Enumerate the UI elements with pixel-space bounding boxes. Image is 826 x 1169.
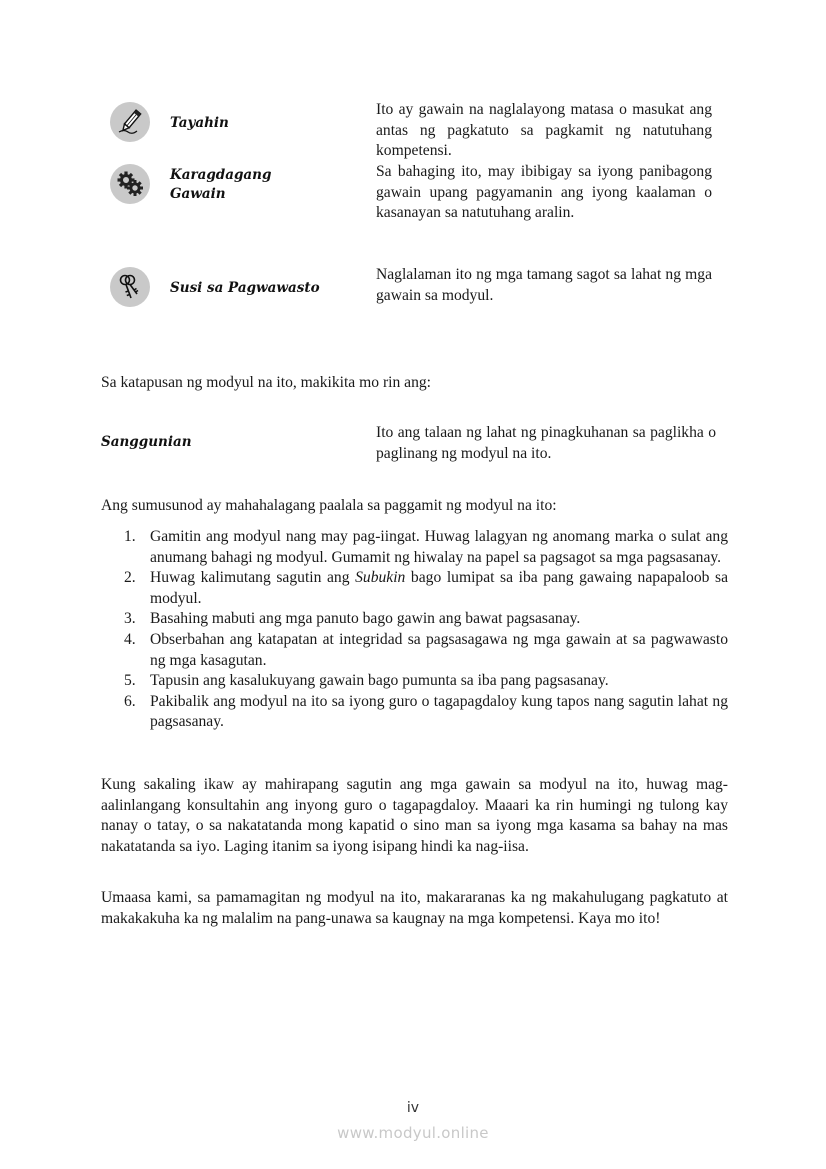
watermark-url: www.modyul.online <box>337 1124 489 1142</box>
reminder-emphasis-subukin: Subukin <box>355 569 406 587</box>
reminder-item <box>124 692 728 733</box>
definition-karagdagang-gawain <box>101 163 726 245</box>
definition-sanggunian <box>101 423 726 467</box>
term-susi-sa-pagwawasto: Susi sa Pagwawasto <box>170 280 320 296</box>
reminder-text: Obserbahan ang katapatan at integridad sa pagsasagawa ng mga gawain at sa pagwawasto ng mga kasagutan. <box>150 630 728 669</box>
description-karagdagang-gawain: Sa bahaging ito, may ibibigay sa iyong panibagong gawain upang pagyamanin ang iyong kaalaman o kasanayan sa natutuhang aralin. <box>376 163 712 222</box>
reminders-list <box>101 527 728 733</box>
help-paragraph: Kung sakaling ikaw ay mahirapang sagutin ang mga gawain sa modyul na ito, huwag mag-aalinlangang konsultahin ang inyong guro o tagapagdaloy. Maaari ka rin humingi ng tulong kay nanay o tatay, o sa nakatatanda mong kapatid o sino man sa iyong mga kasama sa bahay na mas nakatatanda sa iyo. Laging itanim sa iyong isipang hindi ka nag-iisa. <box>101 776 728 855</box>
reminder-item <box>124 609 728 630</box>
description-susi-sa-pagwawasto: Naglalaman ito ng mga tamang sagot sa lahat ng mga gawain sa modyul. <box>376 266 712 304</box>
definition-susi-sa-pagwawasto <box>101 266 726 310</box>
definition-tayahin <box>101 101 726 161</box>
reminder-text: Gamitin ang modyul nang may pag-iingat. Huwag lalagyan ng anomang marka o sulat ang anumang bahagi ng modyul. Gumamit ng hiwalay na papel sa pagsagot sa mga pagsasanay. <box>150 528 728 566</box>
term-tayahin: Tayahin <box>170 115 229 131</box>
description-sanggunian: Ito ang talaan ng lahat ng pinagkuhanan sa paglikha o paglinang ng modyul na ito. <box>376 424 716 462</box>
reminders-intro: Ang sumusunod ay mahahalagang paalala sa paggamit ng modyul na ito: <box>101 497 557 514</box>
reminder-item <box>124 527 728 568</box>
reminder-number: 2. <box>124 569 136 587</box>
reminder-item <box>124 671 728 692</box>
end-intro-text: Sa katapusan ng modyul na ito, makikita mo rin ang: <box>101 374 432 391</box>
reminder-number: 4. <box>124 630 136 648</box>
reminder-text-after: bago lumipat sa iba pang gawaing napapaloob sa modyul. <box>150 569 728 607</box>
page-number: iv <box>406 1100 420 1116</box>
description-tayahin: Ito ay gawain na naglalayong matasa o masukat ang antas ng pagkatuto sa pagkamit ng natutuhang kompetensi. <box>376 101 712 160</box>
reminder-number: 1. <box>124 528 136 545</box>
reminder-number: 5. <box>124 672 136 690</box>
reminder-text-before: Huwag kalimutang sagutin ang <box>150 569 356 587</box>
gears-icon <box>110 164 150 204</box>
keys-icon <box>110 267 150 307</box>
closing-paragraph: Umaasa kami, sa pamamagitan ng modyul na ito, makararanas ka ng makahulugang pagkatuto at makakakuha ka ng malalim na pang-unawa sa kaugnay na mga kompetensi. Kaya mo ito! <box>101 889 728 927</box>
reminder-text: Tapusin ang kasalukuyang gawain bago pumunta sa iba pang pagsasanay. <box>150 672 609 690</box>
term-karagdagang-gawain <box>170 166 271 203</box>
term-line-2: Gawain <box>170 185 226 202</box>
term-sanggunian: Sanggunian <box>101 434 192 450</box>
term-line-1: Karagdagang <box>170 167 272 183</box>
reminder-number: 6. <box>124 692 136 710</box>
reminder-number: 3. <box>124 610 136 628</box>
reminder-text: Pakibalik ang modyul na ito sa iyong guro o tagapagdaloy kung tapos nang sagutin lahat ng pagsasanay. <box>150 692 728 731</box>
reminder-item <box>124 630 728 671</box>
reminder-text: Basahing mabuti ang mga panuto bago gawin ang bawat pagsasanay. <box>150 610 581 628</box>
reminder-item <box>124 568 728 609</box>
pencil-icon <box>110 102 150 142</box>
